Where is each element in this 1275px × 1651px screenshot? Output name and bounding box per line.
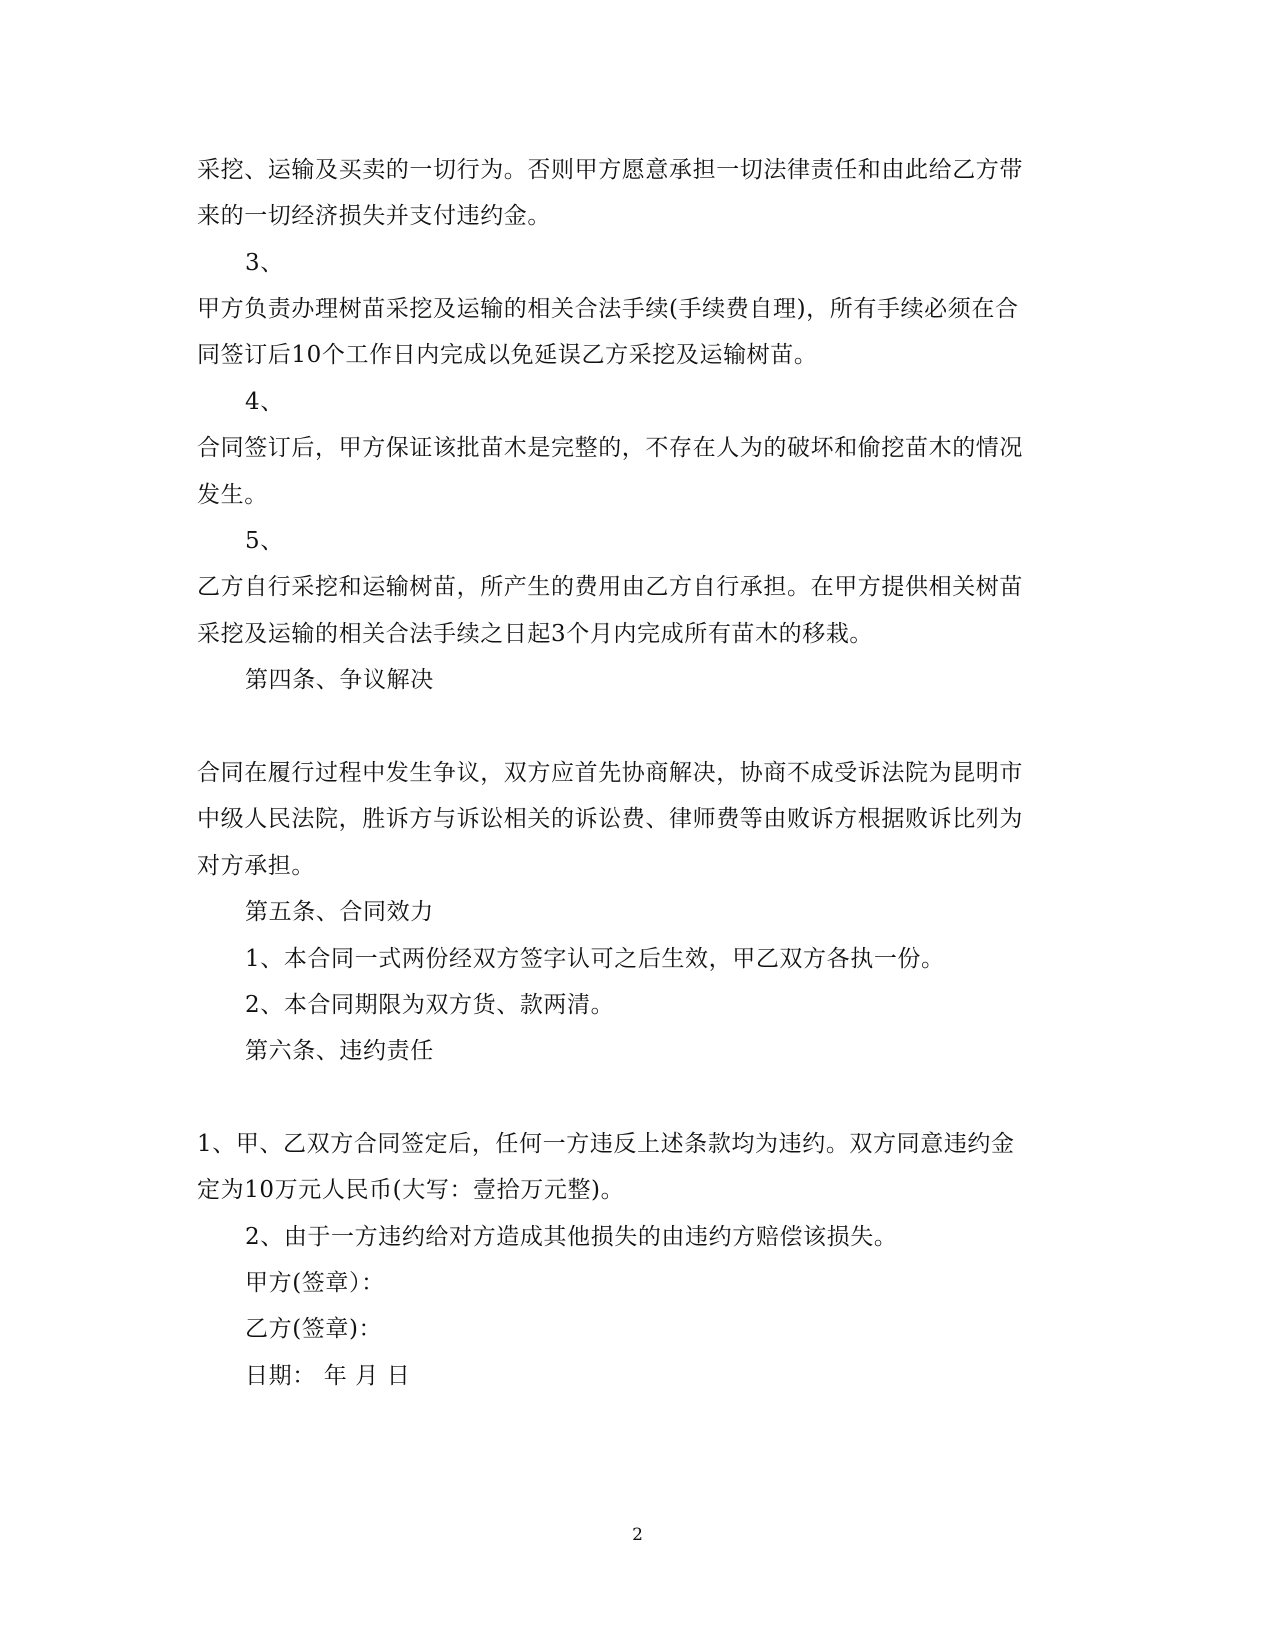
party-b-signature-field: 乙方(签章)： [245, 1316, 383, 1342]
body-text-line: 2、本合同期限为双方货、款两清。 [245, 992, 615, 1018]
clause-number: 5、 [245, 528, 284, 554]
body-text-line: 定为10万元人民币(大写：壹拾万元整)。 [197, 1177, 625, 1203]
body-text-line: 来的一切经济损失并支付违约金。 [197, 203, 551, 229]
page-number: 2 [632, 1525, 643, 1545]
body-text-line: 1、甲、乙双方合同签定后，任何一方违反上述条款均为违约。双方同意违约金 [197, 1131, 1015, 1157]
body-text-line: 乙方自行采挖和运输树苗，所产生的费用由乙方自行承担。在甲方提供相关树苗 [197, 574, 1023, 600]
body-text-line: 甲方负责办理树苗采挖及运输的相关合法手续(手续费自理)，所有手续必须在合 [197, 296, 1019, 322]
section-heading: 第六条、违约责任 [245, 1038, 434, 1064]
date-field: 日期： 年 月 日 [245, 1363, 411, 1389]
body-text-line: 对方承担。 [197, 853, 315, 879]
body-text-line: 2、由于一方违约给对方造成其他损失的由违约方赔偿该损失。 [245, 1224, 898, 1250]
body-text-line: 同签订后10个工作日内完成以免延误乙方采挖及运输树苗。 [197, 342, 818, 368]
party-a-signature-field: 甲方(签章）： [245, 1270, 385, 1296]
body-text-line: 中级人民法院，胜诉方与诉讼相关的诉讼费、律师费等由败诉方根据败诉比列为 [197, 806, 1023, 832]
body-text-line: 采挖、运输及买卖的一切行为。否则甲方愿意承担一切法律责任和由此给乙方带 [197, 157, 1023, 183]
section-heading: 第四条、争议解决 [245, 667, 434, 693]
clause-number: 4、 [245, 389, 284, 415]
body-text-line: 合同在履行过程中发生争议，双方应首先协商解决，协商不成受诉法院为昆明市 [197, 760, 1023, 786]
body-text-line: 1、本合同一式两份经双方签字认可之后生效，甲乙双方各执一份。 [245, 946, 945, 972]
section-heading: 第五条、合同效力 [245, 899, 434, 925]
body-text-line: 发生。 [197, 482, 268, 508]
body-text-line: 合同签订后，甲方保证该批苗木是完整的，不存在人为的破坏和偷挖苗木的情况 [197, 435, 1023, 461]
clause-number: 3、 [245, 250, 284, 276]
body-text-line: 采挖及运输的相关合法手续之日起3个月内完成所有苗木的移栽。 [197, 621, 874, 647]
